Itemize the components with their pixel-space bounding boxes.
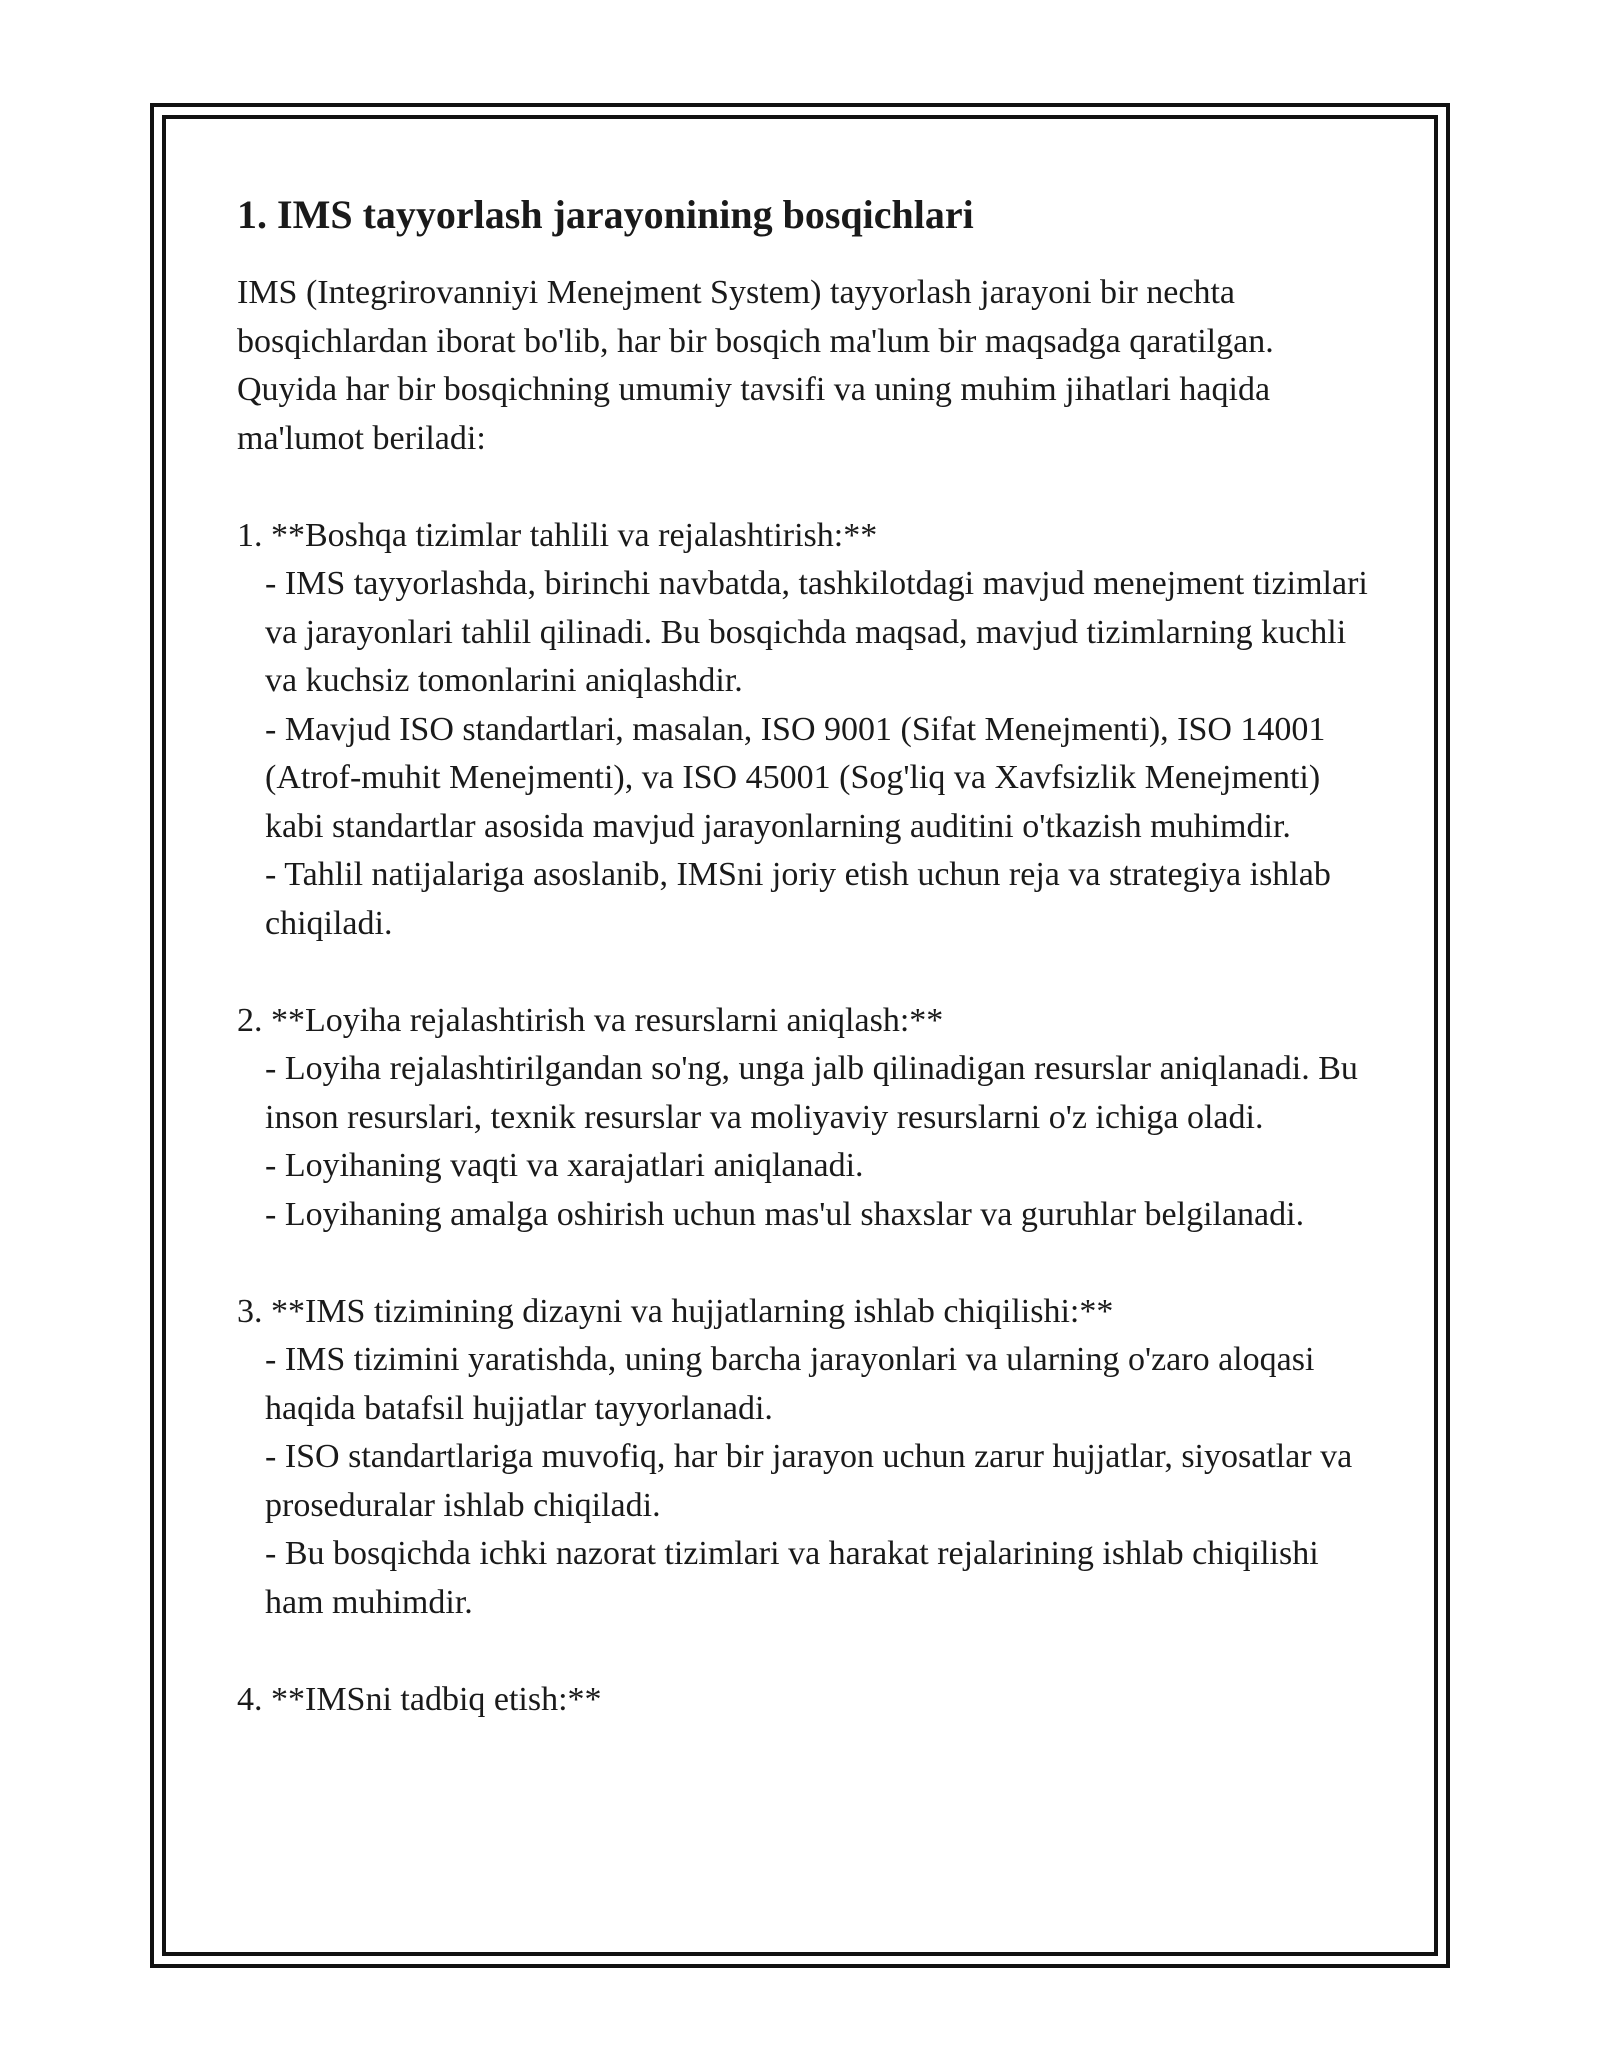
spacer — [237, 463, 1377, 512]
section-title: 2. **Loyiha rejalashtirish va resurslarni aniqlash:** — [237, 1001, 944, 1039]
section-title: 4. **IMSni tadbiq etish:** — [237, 1680, 602, 1718]
spacer — [237, 948, 1377, 997]
document-heading: 1. IMS tayyorlash jarayonining bosqichlari — [237, 192, 974, 237]
section-item: - ISO standartlariga muvofiq, har bir jarayon uchun zarur hujjatlar, siyosatlar va proseduralar ishlab chiqiladi. — [265, 1438, 1361, 1524]
section-title: 3. **IMS tizimining dizayni va hujjatlarning ishlab chiqilishi:** — [237, 1292, 1114, 1330]
spacer — [237, 1239, 1377, 1288]
spacer — [237, 1627, 1377, 1676]
section-item: - Mavjud ISO standartlari, masalan, ISO 9001 (Sifat Menejmenti), ISO 14001 (Atrof-muhit Menejmenti), va ISO 45001 (Sog'liq va Xavfsizlik Menejmenti) kabi standartlar asosida mavjud jarayonlarning auditini o'tkazish muhimdir. — [265, 710, 1334, 845]
section-item: - IMS tayyorlashda, birinchi navbatda, tashkilotdagi mavjud menejment tizimlari va jarayonlari tahlil qilinadi. Bu bosqichda maqsad, mavjud tizimlarning kuchli va kuchsiz tomonlarini aniqlashdir. — [265, 565, 1377, 699]
section-item: - Loyihaning amalga oshirish uchun mas'ul shaxslar va guruhlar belgilanadi. — [265, 1195, 1305, 1233]
section-item: - Loyiha rejalashtirilgandan so'ng, unga jalb qilinadigan resurslar aniqlanadi. Bu inson resurslari, texnik resurslar va moliyaviy resurslarni o'z ichiga oladi. — [265, 1050, 1367, 1136]
section-item: - IMS tizimini yaratishda, uning barcha jarayonlari va ularning o'zaro aloqasi haqida batafsil hujjatlar tayyorlanadi. — [265, 1341, 1323, 1427]
document-body — [237, 187, 1377, 1724]
section-title: 1. **Boshqa tizimlar tahlili va rejalashtirish:** — [237, 516, 878, 554]
intro-paragraph: IMS (Integrirovanniyi Menejment System) tayyorlash jarayoni bir nechta bosqichlardan iborat bo'lib, har bir bosqich ma'lum bir maqsadga qaratilgan. Quyida har bir bosqichning umumiy tavsifi va uning muhim jihatlari haqida ma'lumot beriladi: — [237, 274, 1283, 457]
section-item: - Bu bosqichda ichki nazorat tizimlari va harakat rejalarining ishlab chiqilishi ham muhimdir. — [265, 1535, 1328, 1621]
section-item: - Loyihaning vaqti va xarajatlari aniqlanadi. — [265, 1147, 864, 1184]
section-item: - Tahlil natijalariga asoslanib, IMSni joriy etish uchun reja va strategiya ishlab chiqiladi. — [265, 856, 1340, 942]
